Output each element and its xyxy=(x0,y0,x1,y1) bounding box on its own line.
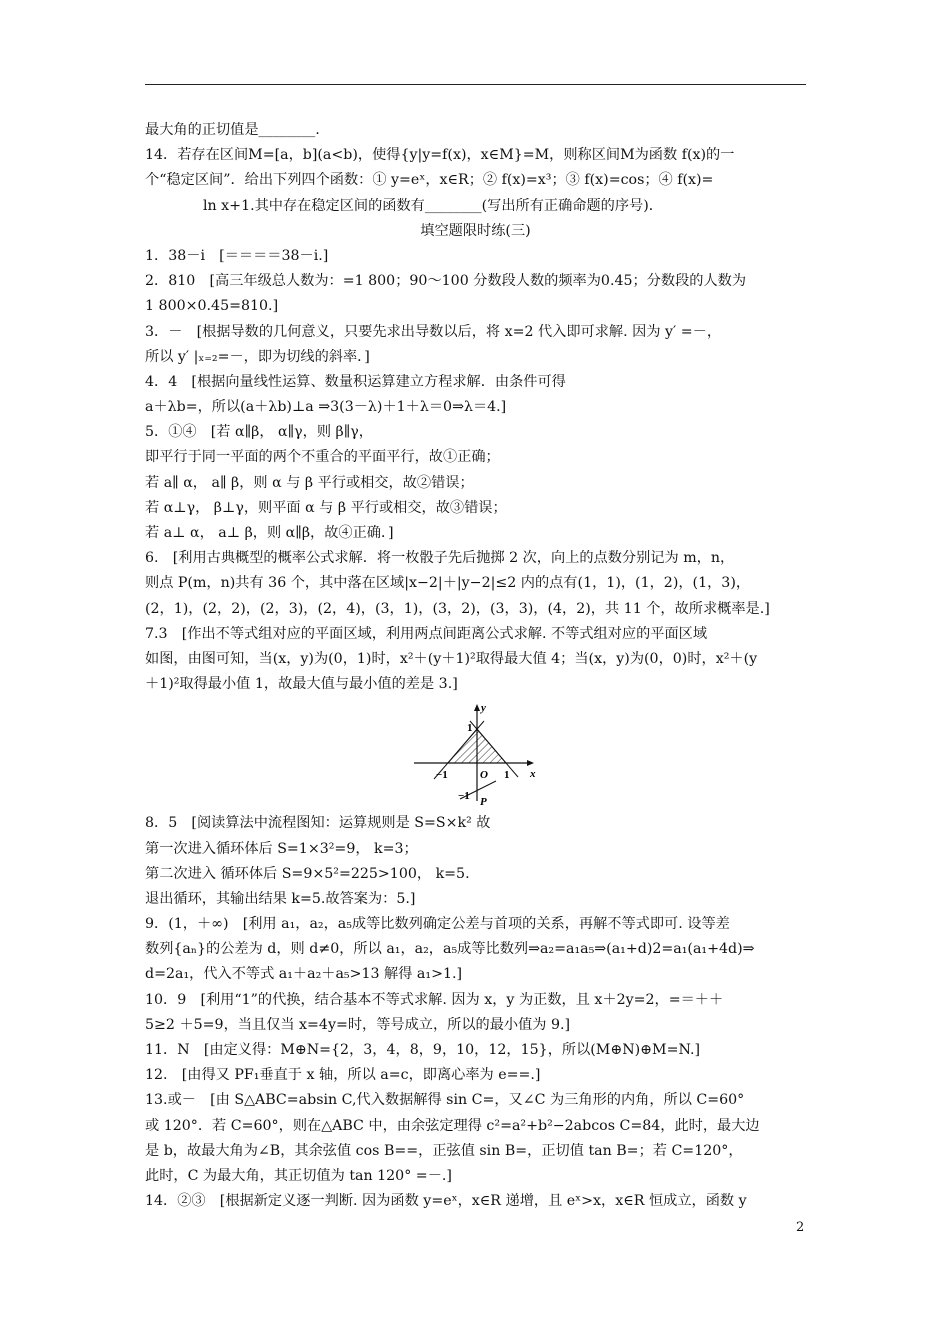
text-line: 第二次进入 循环体后 S=9×5²=225>100， k=5. xyxy=(145,865,470,882)
text-line: 5≥2 ＋5=9，当且仅当 x=4y=时，等号成立，所以的最小值为 9.] xyxy=(145,1016,571,1033)
text-line: 是 b，故最大角为∠B，其余弦值 cos B==，正弦值 sin B=，正切值 tan B=；若 C=120°， xyxy=(145,1142,743,1159)
text-line: 14．若存在区间M=[a，b](a<b)，使得{y|y=f(x)，x∈M}=M，则称区间M为函数 f(x)的一 xyxy=(145,147,735,164)
label-x: x xyxy=(530,768,536,781)
text-line: 此时，C 为最大角，其正切值为 tan 120° =－.] xyxy=(145,1167,452,1184)
header-rule xyxy=(145,84,806,85)
label-y: y xyxy=(481,702,486,715)
text-line: ＋1)²取得最小值 1，故最大值与最小值的差是 3.] xyxy=(145,676,458,693)
text-line: 如图，由图可知，当(x，y)为(0，1)时，x²＋(y＋1)²取得最大值 4；当(x，y)为(0，0)时，x²＋(y xyxy=(145,650,758,667)
text-line: 第一次进入循环体后 S=1×3²=9， k=3； xyxy=(145,840,418,857)
text-line: 12. [由得又 PF₁垂直于 x 轴，所以 a=c，即离心率为 e==.] xyxy=(145,1067,541,1084)
text-line: 11．N [由定义得：M⊕N={2，3，4，8，9，10，12，15}，所以(M⊕N)⊕M=N.] xyxy=(145,1042,701,1058)
label-neg-one-left: −1 xyxy=(436,769,448,782)
text-line: 填空题限时练(三) xyxy=(420,222,531,239)
label-p: P xyxy=(480,796,487,808)
label-one-top: 1 xyxy=(467,722,473,735)
text-line: 退出循环，其输出结果 k=5.故答案为：5.] xyxy=(145,890,416,907)
text-line: 最大角的正切值是________. xyxy=(145,122,320,138)
text-line: d=2a₁，代入不等式 a₁＋a₂＋a₅>13 解得 a₁>1.] xyxy=(145,966,463,983)
text-line: 1．38－i [＝＝＝＝38－i.] xyxy=(145,247,329,264)
text-line: 1 800×0.45=810.] xyxy=(145,298,279,315)
figure-feasible-region xyxy=(145,699,806,809)
text-line: 6. [利用古典概型的概率公式求解．将一枚骰子先后抛掷 2 次，向上的点数分别记为 m，n， xyxy=(145,550,735,567)
label-origin: O xyxy=(480,769,488,782)
text-line: 若 a⊥ α， a⊥ β，则 α∥β，故④正确．] xyxy=(145,525,394,541)
label-one-right: 1 xyxy=(504,769,510,782)
text-line: 7.3 [作出不等式组对应的平面区域，利用两点间距离公式求解. 不等式组对应的平面区域 xyxy=(145,625,708,642)
text-line: 9．(1，＋∞) [利用 a₁，a₂，a₅成等比数列确定公差与首项的关系，再解不等式即可. 设等差 xyxy=(145,916,730,933)
text-line: 5．①④ [若 α∥β， α∥γ，则 β∥γ， xyxy=(145,424,373,441)
text-line: 3．－ [根据导数的几何意义，只要先求出导数以后，将 x=2 代入即可求解. 因为 y′ =－， xyxy=(145,323,722,340)
text-line: 8．5 [阅读算法中流程图知：运算规则是 S=S×k² 故 xyxy=(145,815,491,832)
page-number: 2 xyxy=(796,1220,805,1235)
text-line: 10．9 [利用“1”的代换，结合基本不等式求解. 因为 x，y 为正数，且 x＋2y=2，=＝＋＋ xyxy=(145,991,724,1008)
region-diagram xyxy=(410,701,542,807)
text-line: 则点 P(m，n)共有 36 个，其中落在区域|x−2|＋|y−2|≤2 内的点有(1，1)，(1，2)，(1，3)， xyxy=(145,575,751,592)
label-neg-one-bottom: −1 xyxy=(458,790,470,803)
text-line: 数列{aₙ}的公差为 d，则 d≠0，所以 a₁，a₂，a₅成等比数列⇒a₂=a₁a₅⇒(a₁+d)2=a₁(a₁+4d)⇒ xyxy=(145,941,755,958)
text-line: (2，1)，(2，2)，(2，3)，(2，4)，(3，1)，(3，2)，(3，3)，(4，2)，共 11 个，故所求概率是.] xyxy=(145,600,770,617)
document-body xyxy=(145,118,806,1214)
text-line: 即平行于同一平面的两个不重合的平面平行，故①正确； xyxy=(145,449,500,466)
text-line: 若 a∥ α， a∥ β，则 α 与 β 平行或相交，故②错误； xyxy=(145,474,474,491)
text-line: a＋λb=，所以(a＋λb)⊥a ⇒3(3－λ)＋1＋λ＝0⇒λ＝4.] xyxy=(145,399,507,416)
text-line: 14．②③ [根据新定义逐一判断. 因为函数 y=eˣ，x∈R 递增，且 eˣ>x，x∈R 恒成立，函数 y xyxy=(145,1193,747,1210)
text-line: 若 α⊥γ， β⊥γ，则平面 α 与 β 平行或相交，故③错误； xyxy=(145,499,507,516)
text-line: ln x+1.其中存在稳定区间的函数有________(写出所有正确命题的序号)． xyxy=(203,197,663,214)
text-line: 所以 y′ |ₓ₌₂=－，即为切线的斜率．] xyxy=(145,348,370,365)
text-line: 4．4 [根据向量线性运算、数量积运算建立方程求解．由条件可得 xyxy=(145,373,566,390)
text-block-upper xyxy=(145,118,806,697)
text-line: 2．810 [高三年级总人数为：=1 800；90～100 分数段人数的频率为0.45；分数段的人数为 xyxy=(145,273,747,290)
text-line: 13.或－ [由 S△ABC=absin C,代入数据解得 sin C=，又∠C 为三角形的内角，所以 C=60° xyxy=(145,1092,745,1109)
text-block-lower xyxy=(145,811,806,1214)
text-line: 或 120°．若 C=60°，则在△ABC 中，由余弦定理得 c²=a²+b²−2abcos C=84，此时，最大边 xyxy=(145,1117,760,1134)
text-line: 个“稳定区间”．给出下列四个函数：① y=eˣ，x∈R；② f(x)=x³；③ f(x)=cos；④ f(x)= xyxy=(145,172,714,189)
